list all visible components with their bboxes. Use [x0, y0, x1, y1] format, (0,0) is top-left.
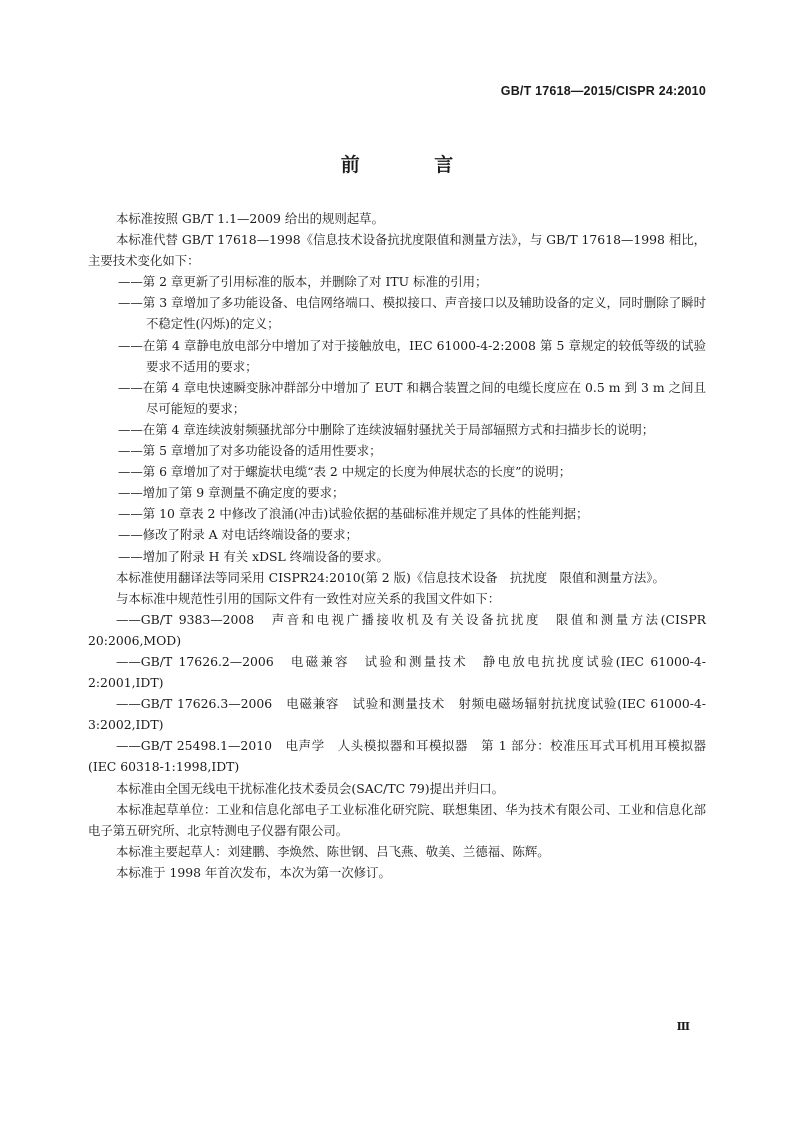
- list-item-reference: ——GB/T 9383—2008 声音和电视广播接收机及有关设备抗扰度 限值和测量方法(CISPR 20:2006,MOD): [88, 611, 706, 648]
- list-item-reference: ——GB/T 17626.2—2006 电磁兼容 试验和测量技术 静电放电抗扰度试验(IEC 61000-4-2:2001,IDT): [88, 653, 706, 691]
- list-item-change: ——在第 4 章静电放电部分中增加了对于接触放电，IEC 61000-4-2:2008 第 5 章规定的较低等级的试验要求不适用的要求；: [118, 337, 706, 374]
- list-item-change: ——在第 4 章连续波射频骚扰部分中删除了连续波辐射骚扰关于局部辐照方式和扫描步长的说明；: [118, 421, 655, 437]
- document-body: [88, 208, 706, 883]
- standard-code-header: GB/T 17618—2015/CISPR 24:2010: [500, 84, 706, 98]
- list-item-reference: ——GB/T 17626.3—2006 电磁兼容 试验和测量技术 射频电磁场辐射抗扰度试验(IEC 61000-4-3:2002,IDT): [88, 696, 706, 733]
- page-title: 前 言: [340, 154, 488, 176]
- list-item-change: ——第 6 章增加了对于螺旋状电缆“表 2 中规定的长度为伸展状态的长度”的说明；: [118, 464, 572, 480]
- paragraph-replacement: 本标准代替 GB/T 17618—1998《信息技术设备抗扰度限值和测量方法》，与 GB/T 17618—1998 相比，主要技术变化如下：: [88, 232, 706, 269]
- paragraph-references-intro: 与本标准中规范性引用的国际文件有一致性对应关系的我国文件如下：: [116, 590, 501, 606]
- list-item-change: ——第 2 章更新了引用标准的版本，并删除了对 ITU 标准的引用；: [118, 274, 488, 290]
- list-item-change: ——增加了第 9 章测量不确定度的要求；: [118, 485, 345, 501]
- list-item-change: ——第 10 章表 2 中修改了浪涌(冲击)试验依据的基础标准并规定了具体的性能判据；: [118, 506, 589, 522]
- paragraph-drafting-units: 本标准起草单位：工业和信息化部电子工业标准化研究院、联想集团、华为技术有限公司、工业和信息化部电子第五研究所、北京特测电子仪器有限公司。: [88, 801, 706, 838]
- list-item-change: ——增加了附录 H 有关 xDSL 终端设备的要求。: [118, 548, 389, 564]
- page-number: Ⅲ: [676, 1020, 690, 1033]
- list-item-change: ——第 3 章增加了多功能设备、电信网络端口、模拟接口、声音接口以及辅助设备的定义，同时删除了瞬时不稳定性(闪烁)的定义；: [118, 295, 706, 332]
- paragraph-drafting-rules: 本标准按照 GB/T 1.1—2009 给出的规则起草。: [116, 211, 384, 226]
- list-item-reference: ——GB/T 25498.1—2010 电声学 人头模拟器和耳模拟器 第 1 部分：校准压耳式耳机用耳模拟器(IEC 60318-1:1998,IDT): [88, 738, 706, 775]
- paragraph-adoption: 本标准使用翻译法等同采用 CISPR24:2010(第 2 版)《信息技术设备 抗扰度 限值和测量方法》。: [116, 569, 665, 585]
- list-item-change: ——第 5 章增加了对多功能设备的适用性要求；: [118, 443, 382, 459]
- list-item-change: ——在第 4 章电快速瞬变脉冲群部分中增加了 EUT 和耦合装置之间的电缆长度应在 0.5 m 到 3 m 之间且尽可能短的要求；: [118, 379, 706, 416]
- paragraph-proposer: 本标准由全国无线电干扰标准化技术委员会(SAC/TC 79)提出并归口。: [116, 780, 504, 796]
- paragraph-drafters: 本标准主要起草人：刘建鹏、李焕然、陈世钢、吕飞燕、敬美、兰德福、陈辉。: [116, 843, 550, 859]
- paragraph-history: 本标准于 1998 年首次发布，本次为第一次修订。: [116, 864, 391, 880]
- list-item-change: ——修改了附录 A 对电话终端设备的要求；: [118, 527, 358, 543]
